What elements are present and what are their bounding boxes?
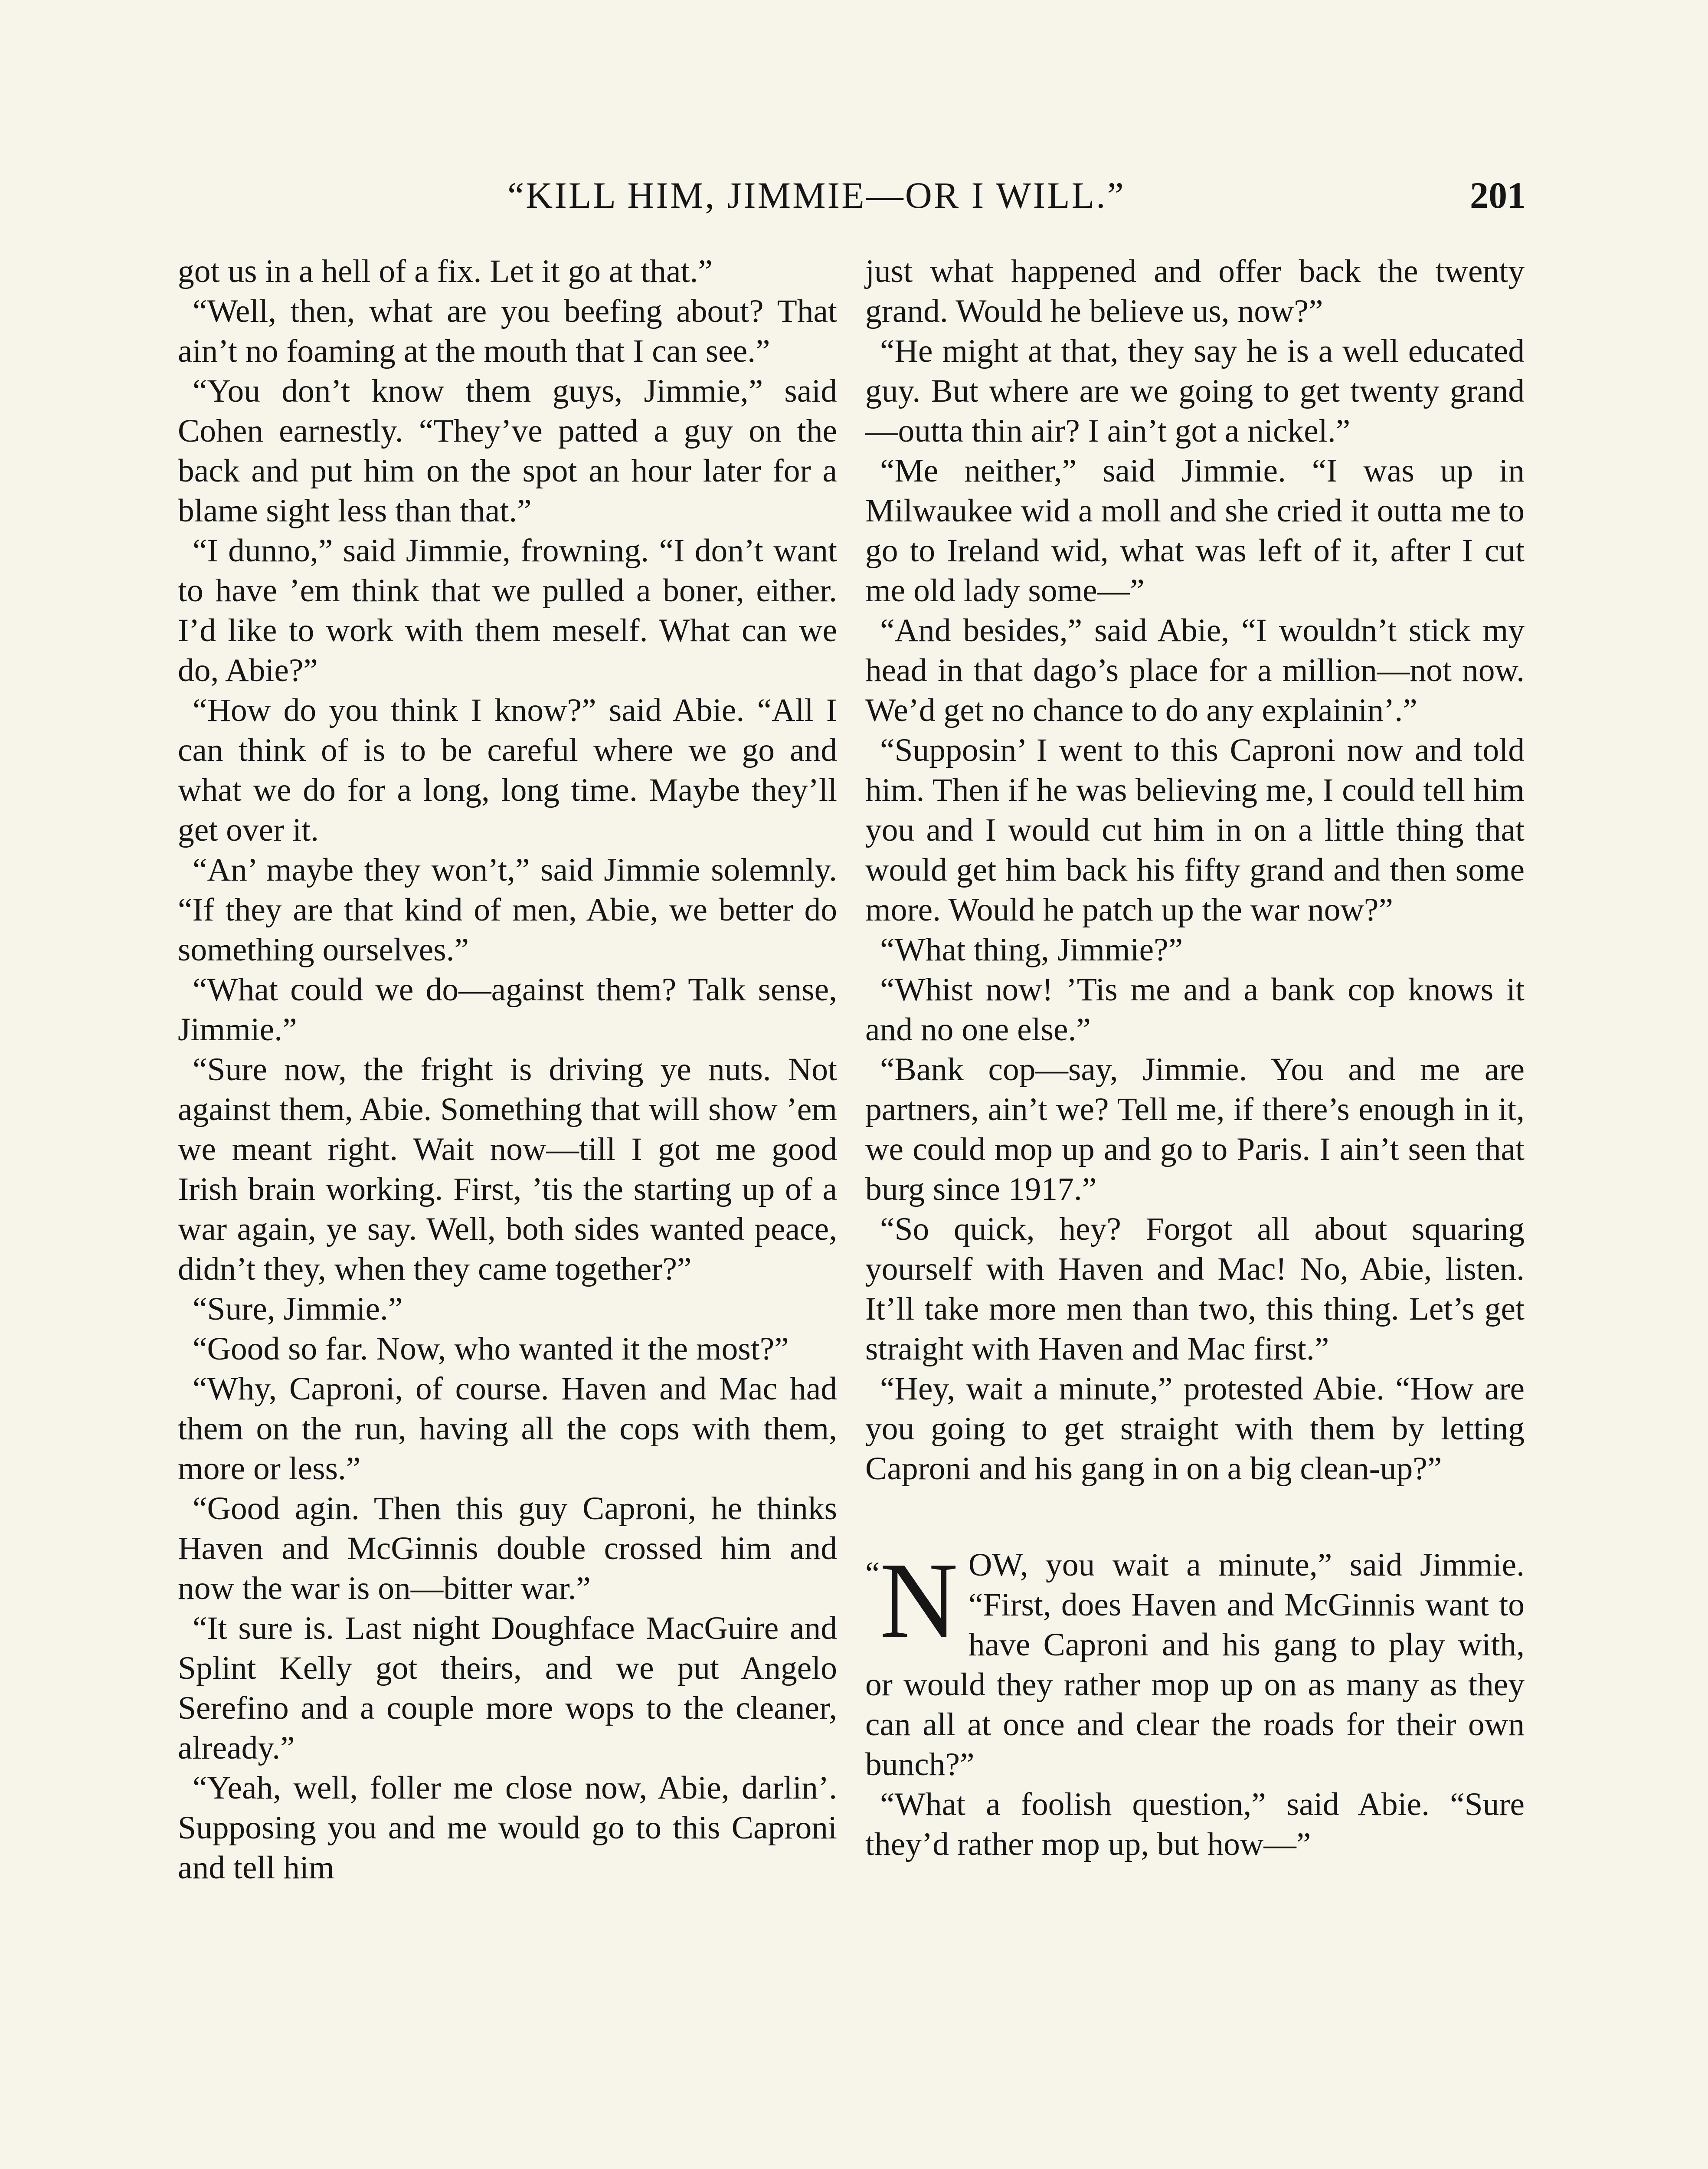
paragraph: “Sure now, the fright is driving ye nuts. Not against them, Abie. Something that will show ’em we meant right. Wait now—till I got me good Irish brain working. First, ’tis the starting up of a war again, ye say. Well, both sides wanted peace, didn’t they, when they came together?” xyxy=(178,1052,837,1287)
paragraph: “What a foolish question,” said Abie. “Sure they’d rather mop up, but how—” xyxy=(865,1786,1525,1862)
dropcap-quote: “ xyxy=(865,1556,880,1592)
paragraph: “An’ maybe they won’t,” said Jimmie solemnly. “If they are that kind of men, Abie, we better do something ourselves.” xyxy=(178,852,837,968)
paragraph: “He might at that, they say he is a well educated guy. But where are we going to get twenty grand—outta thin air? I ain’t got a nickel.” xyxy=(865,333,1525,449)
paragraph: “I dunno,” said Jimmie, frowning. “I don’t want to have ’em think that we pulled a boner, either. I’d like to work with them meself. What can we do, Abie?” xyxy=(178,533,837,688)
paragraph: “It sure is. Last night Doughface MacGuire and Splint Kelly got theirs, and we put Angelo Serefino and a couple more wops to the cleaner, already.” xyxy=(178,1610,837,1766)
paragraph: “Yeah, well, foller me close now, Abie, darlin’. Supposing you and me would go to this Caproni and tell him xyxy=(178,1770,837,1886)
paragraph: “Bank cop—say, Jimmie. You and me are partners, ain’t we? Tell me, if there’s enough in it, we could mop up and go to Paris. I ain’t seen that burg since 1917.” xyxy=(865,1052,1525,1207)
dropcap-letter: N xyxy=(880,1540,958,1661)
paragraph: “Good agin. Then this guy Caproni, he thinks Haven and McGinnis double crossed him and now the war is on—bitter war.” xyxy=(178,1491,837,1606)
paragraph: “Sure, Jimmie.” xyxy=(193,1291,403,1327)
paragraph: “Hey, wait a minute,” protested Abie. “How are you going to get straight with them by letting Caproni and his gang in on a big clean-up?” xyxy=(865,1371,1525,1487)
paragraph: “Why, Caproni, of course. Haven and Mac had them on the run, having all the cops with them, more or less.” xyxy=(178,1371,837,1487)
running-title: “KILL HIM, JIMMIE—OR I WILL.” xyxy=(507,174,1126,216)
dropcap-paragraph-text: OW, you wait a minute,” said Jimmie. “First, does Haven and McGinnis want to have Caproni and his gang to play with, or would they rather mop up on as many as they can all at once and clear the roads for their own bunch?” xyxy=(865,1547,1525,1782)
paragraph: “Well, then, what are you beefing about? That ain’t no foaming at the mouth that I can see.” xyxy=(178,293,837,369)
page-number: 201 xyxy=(1470,174,1526,216)
section-break xyxy=(865,1489,1525,1545)
dropcap-paragraph xyxy=(865,1540,1525,1785)
right-column-section-2 xyxy=(865,1785,1525,1864)
paragraph: “And besides,” said Abie, “I wouldn’t stick my head in that dago’s place for a million—not now. We’d get no chance to do any explainin’.” xyxy=(865,613,1525,728)
paragraph: “Whist now! ’Tis me and a bank cop knows it and no one else.” xyxy=(865,972,1525,1048)
paragraph: “What could we do—against them? Talk sense, Jimmie.” xyxy=(178,972,837,1048)
paragraph: “Me neither,” said Jimmie. “I was up in Milwaukee wid a moll and she cried it outta me to go to Ireland wid, what was left of it, after I cut me old lady some—” xyxy=(865,453,1525,609)
paragraph: got us in a hell of a fix. Let it go at that.” xyxy=(178,253,713,289)
paragraph: “Supposin’ I went to this Caproni now and told him. Then if he was believing me, I could tell him you and I would cut him in on a little thing that would get him back his fifty grand and then some more. Would he patch up the war now?” xyxy=(865,732,1525,928)
paragraph: “You don’t know them guys, Jimmie,” said Cohen earnestly. “They’ve patted a guy on the back and put him on the spot an hour later for a blame sight less than that.” xyxy=(178,373,837,529)
paragraph: just what happened and offer back the twenty grand. Would he believe us, now?” xyxy=(865,253,1525,329)
paragraph: “How do you think I know?” said Abie. “All I can think of is to be careful where we go and what we do for a long, long time. Maybe they’ll get over it. xyxy=(178,692,837,848)
right-column xyxy=(865,252,1525,1864)
paragraph: “What thing, Jimmie?” xyxy=(880,932,1183,968)
left-column xyxy=(178,252,837,1888)
right-column-section-1 xyxy=(865,252,1525,1489)
paragraph: “Good so far. Now, who wanted it the most?” xyxy=(193,1331,789,1367)
paragraph: “So quick, hey? Forgot all about squaring yourself with Haven and Mac! No, Abie, listen. It’ll take more men than two, this thing. Let’s get straight with Haven and Mac first.” xyxy=(865,1211,1525,1367)
running-head xyxy=(178,174,1526,221)
